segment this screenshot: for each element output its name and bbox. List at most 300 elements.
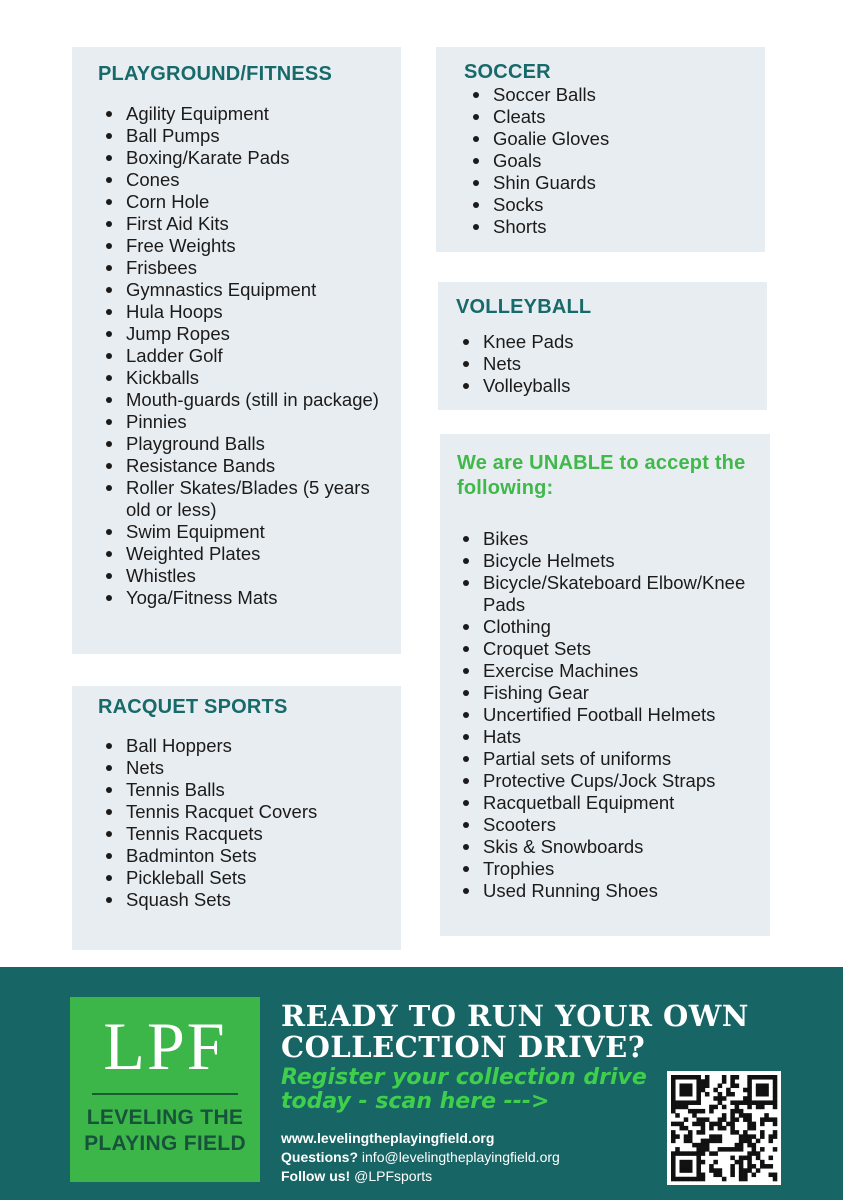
qr-module: [756, 1100, 761, 1105]
qr-module: [752, 1164, 757, 1169]
qr-module: [675, 1147, 680, 1152]
qr-module: [696, 1122, 701, 1127]
qr-module: [730, 1083, 735, 1088]
list-item: [483, 638, 753, 660]
list-item: [483, 660, 753, 682]
qr-module: [713, 1173, 718, 1178]
racquet-sports-panel: [72, 686, 401, 950]
qr-module: [701, 1173, 706, 1178]
qr-module: [671, 1164, 676, 1169]
racquet-sports-list: [98, 735, 401, 911]
list-item-label: Ball Pumps: [126, 125, 220, 146]
bullet-icon: [106, 375, 112, 381]
bullet-icon: [106, 419, 112, 425]
qr-module: [726, 1088, 731, 1093]
qr-module: [671, 1134, 676, 1139]
qr-module: [773, 1092, 778, 1097]
qr-module: [684, 1177, 689, 1182]
qr-module: [709, 1151, 714, 1156]
list-item: [483, 375, 767, 397]
qr-module: [747, 1117, 752, 1122]
bullet-icon: [106, 287, 112, 293]
qr-module: [696, 1075, 701, 1080]
qr-module: [747, 1113, 752, 1118]
qr-module: [739, 1100, 744, 1105]
qr-module: [743, 1173, 748, 1178]
list-item-label: Bicycle/Skateboard Elbow/Knee Pads: [483, 572, 746, 615]
list-item-label: Ball Hoppers: [126, 735, 232, 756]
list-item-label: Partial sets of uniforms: [483, 748, 672, 769]
qr-module: [713, 1168, 718, 1173]
qr-module: [756, 1151, 761, 1156]
qr-module: [730, 1164, 735, 1169]
qr-module: [692, 1100, 697, 1105]
qr-module: [671, 1079, 676, 1084]
qr-module: [718, 1168, 723, 1173]
qr-module: [722, 1096, 727, 1101]
qr-module: [701, 1147, 706, 1152]
qr-module: [718, 1173, 723, 1178]
qr-module: [696, 1088, 701, 1093]
qr-module: [760, 1083, 765, 1088]
bullet-icon: [106, 831, 112, 837]
logo-divider: [92, 1093, 238, 1095]
qr-module: [769, 1117, 774, 1122]
register-cta: [281, 1066, 671, 1114]
bullet-icon: [463, 888, 469, 894]
bullet-icon: [106, 309, 112, 315]
list-item-label: Nets: [483, 353, 522, 374]
qr-module: [730, 1126, 735, 1131]
qr-module: [760, 1088, 765, 1093]
list-item-label: Volleyballs: [483, 375, 571, 396]
qr-module: [769, 1139, 774, 1144]
list-item: [493, 172, 765, 194]
qr-module: [743, 1156, 748, 1161]
qr-module: [773, 1173, 778, 1178]
list-item: [483, 353, 767, 375]
list-item-label: Uncertified Football Helmets: [483, 704, 716, 725]
qr-module: [747, 1105, 752, 1110]
qr-module: [764, 1117, 769, 1122]
qr-module: [705, 1147, 710, 1152]
qr-module: [696, 1130, 701, 1135]
qr-module: [760, 1100, 765, 1105]
qr-module: [701, 1160, 706, 1165]
bullet-icon: [106, 111, 112, 117]
qr-module: [739, 1147, 744, 1152]
qr-module: [773, 1100, 778, 1105]
list-item-label: Agility Equipment: [126, 103, 269, 124]
headline-line2: COLLECTION DRIVE?: [281, 1030, 646, 1064]
qr-module: [760, 1160, 765, 1165]
qr-module: [743, 1168, 748, 1173]
qr-module: [760, 1147, 765, 1152]
qr-module: [709, 1126, 714, 1131]
qr-module: [752, 1143, 757, 1148]
qr-module: [713, 1088, 718, 1093]
bullet-icon: [463, 361, 469, 367]
list-item: [126, 735, 401, 757]
qr-module: [671, 1130, 676, 1135]
list-item-label: Corn Hole: [126, 191, 210, 212]
list-item: [483, 704, 753, 726]
qr-module: [696, 1117, 701, 1122]
list-item-label: Used Running Shoes: [483, 880, 658, 901]
email-link[interactable]: info@levelingtheplayingfield.org: [361, 1149, 560, 1165]
qr-module: [701, 1143, 706, 1148]
list-item-label: Cones: [126, 169, 180, 190]
qr-module: [760, 1164, 765, 1169]
playground-fitness-heading: PLAYGROUND/FITNESS: [98, 63, 333, 85]
volleyball-list: [456, 331, 767, 397]
bullet-icon: [106, 221, 112, 227]
list-item: [126, 845, 401, 867]
bullet-icon: [463, 646, 469, 652]
list-item: [483, 616, 753, 638]
logo-lpf-text: LPF: [103, 1008, 227, 1084]
qr-module: [735, 1117, 740, 1122]
list-item: [483, 726, 753, 748]
qr-module: [773, 1096, 778, 1101]
list-item: [483, 858, 753, 880]
qr-module: [730, 1130, 735, 1135]
qr-module: [679, 1164, 684, 1169]
bullet-icon: [463, 844, 469, 850]
list-item-label: Goals: [493, 150, 542, 171]
list-item-label: Yoga/Fitness Mats: [126, 587, 278, 608]
list-item-label: Exercise Machines: [483, 660, 639, 681]
qr-module: [709, 1139, 714, 1144]
qr-module: [764, 1113, 769, 1118]
qr-module: [688, 1109, 693, 1114]
qr-module: [684, 1160, 689, 1165]
qr-module: [743, 1113, 748, 1118]
list-item: [493, 194, 765, 216]
qr-module: [752, 1173, 757, 1178]
volleyball-panel: [438, 282, 767, 410]
list-item-label: Tennis Racquets: [126, 823, 263, 844]
qr-module: [696, 1173, 701, 1178]
qr-module: [747, 1160, 752, 1165]
list-item-label: Playground Balls: [126, 433, 265, 454]
soccer-panel: [436, 47, 765, 252]
bullet-icon: [106, 787, 112, 793]
qr-module: [747, 1151, 752, 1156]
qr-module: [718, 1083, 723, 1088]
list-item-label: Weighted Plates: [126, 543, 261, 564]
list-item-label: Free Weights: [126, 235, 236, 256]
list-item-label: Protective Cups/Jock Straps: [483, 770, 716, 791]
list-item-label: Hula Hoops: [126, 301, 223, 322]
qr-module: [747, 1139, 752, 1144]
qr-module: [735, 1083, 740, 1088]
qr-module: [713, 1122, 718, 1127]
qr-module: [701, 1083, 706, 1088]
qr-module: [756, 1083, 761, 1088]
qr-module: [696, 1164, 701, 1169]
qr-module: [760, 1105, 765, 1110]
list-item-label: Jump Ropes: [126, 323, 230, 344]
qr-module: [671, 1100, 676, 1105]
qr-module: [760, 1092, 765, 1097]
qr-module: [739, 1109, 744, 1114]
bullet-icon: [106, 529, 112, 535]
qr-module: [696, 1177, 701, 1182]
qr-module: [713, 1139, 718, 1144]
qr-module: [696, 1079, 701, 1084]
qr-module: [671, 1075, 676, 1080]
qr-module: [709, 1105, 714, 1110]
list-item: [126, 587, 396, 609]
list-item: [126, 543, 396, 565]
bullet-icon: [106, 133, 112, 139]
qr-module: [760, 1134, 765, 1139]
qr-module: [684, 1168, 689, 1173]
qr-module: [696, 1092, 701, 1097]
bullet-icon: [106, 595, 112, 601]
bullet-icon: [473, 136, 479, 142]
list-item-label: Croquet Sets: [483, 638, 591, 659]
qr-module: [705, 1079, 710, 1084]
list-item: [483, 572, 753, 616]
qr-module: [696, 1151, 701, 1156]
qr-module: [752, 1100, 757, 1105]
list-item: [126, 757, 401, 779]
qr-module: [671, 1088, 676, 1093]
cta-line2: today - scan here --->: [281, 1089, 550, 1114]
qr-module: [709, 1168, 714, 1173]
qr-module: [692, 1075, 697, 1080]
qr-module: [671, 1173, 676, 1178]
bullet-icon: [106, 243, 112, 249]
qr-module: [684, 1117, 689, 1122]
website-link[interactable]: www.levelingtheplayingfield.org: [281, 1130, 495, 1146]
qr-module: [671, 1151, 676, 1156]
qr-module: [671, 1092, 676, 1097]
qr-module: [679, 1122, 684, 1127]
list-item: [126, 279, 396, 301]
qr-module: [730, 1079, 735, 1084]
qr-module: [722, 1126, 727, 1131]
logo-tagline-line2: PLAYING FIELD: [84, 1132, 246, 1155]
list-item-label: Clothing: [483, 616, 551, 637]
list-item: [126, 103, 396, 125]
qr-module: [735, 1160, 740, 1165]
qr-module: [679, 1177, 684, 1182]
qr-module: [709, 1109, 714, 1114]
qr-module: [739, 1164, 744, 1169]
qr-module: [718, 1147, 723, 1152]
qr-module: [705, 1083, 710, 1088]
soccer-list: [464, 84, 765, 238]
qr-module: [696, 1100, 701, 1105]
list-item: [126, 823, 401, 845]
qr-module: [696, 1096, 701, 1101]
qr-module: [747, 1079, 752, 1084]
qr-module: [701, 1151, 706, 1156]
qr-module: [769, 1100, 774, 1105]
list-item: [126, 477, 396, 521]
qr-module: [760, 1130, 765, 1135]
bullet-icon: [463, 339, 469, 345]
qr-module: [752, 1126, 757, 1131]
qr-module: [675, 1105, 680, 1110]
qr-module: [679, 1083, 684, 1088]
qr-module: [688, 1139, 693, 1144]
qr-module: [743, 1139, 748, 1144]
qr-module: [718, 1092, 723, 1097]
list-item: [483, 880, 753, 902]
qr-module: [735, 1105, 740, 1110]
qr-module: [730, 1122, 735, 1127]
bullet-icon: [463, 734, 469, 740]
list-item: [126, 301, 396, 323]
qr-module: [730, 1075, 735, 1080]
qr-module: [701, 1126, 706, 1131]
list-item-label: Resistance Bands: [126, 455, 276, 476]
list-item: [483, 331, 767, 353]
social-handle-link[interactable]: @LPFsports: [354, 1168, 433, 1184]
list-item: [493, 150, 765, 172]
list-item: [126, 801, 401, 823]
qr-module: [756, 1075, 761, 1080]
qr-module: [769, 1164, 774, 1169]
qr-module: [701, 1088, 706, 1093]
qr-module: [735, 1075, 740, 1080]
list-item: [493, 84, 765, 106]
bullet-icon: [463, 624, 469, 630]
cta-line1: Register your collection drive: [281, 1065, 647, 1090]
list-item: [126, 521, 396, 543]
qr-module: [688, 1083, 693, 1088]
bullet-icon: [463, 800, 469, 806]
qr-module: [769, 1156, 774, 1161]
contact-info: [281, 1129, 661, 1186]
qr-module: [713, 1134, 718, 1139]
qr-module: [701, 1117, 706, 1122]
qr-module: [769, 1134, 774, 1139]
bullet-icon: [106, 441, 112, 447]
qr-module: [773, 1083, 778, 1088]
questions-label: Questions?: [281, 1149, 359, 1165]
qr-module: [675, 1100, 680, 1105]
qr-module: [679, 1160, 684, 1165]
bullet-icon: [473, 224, 479, 230]
list-item: [126, 779, 401, 801]
list-item-label: First Aid Kits: [126, 213, 229, 234]
qr-module: [773, 1075, 778, 1080]
list-item-label: Ladder Golf: [126, 345, 223, 366]
bullet-icon: [106, 353, 112, 359]
list-item-label: Skis & Snowboards: [483, 836, 644, 857]
qr-module: [671, 1083, 676, 1088]
qr-module: [739, 1173, 744, 1178]
bullet-icon: [473, 158, 479, 164]
qr-code-graphic: [667, 1071, 781, 1185]
qr-module: [735, 1143, 740, 1148]
list-item: [483, 836, 753, 858]
qr-module: [726, 1122, 731, 1127]
bullet-icon: [106, 551, 112, 557]
list-item-label: Hats: [483, 726, 522, 747]
qr-module: [773, 1130, 778, 1135]
qr-module: [671, 1168, 676, 1173]
list-item: [126, 367, 396, 389]
list-item: [126, 455, 396, 477]
list-item-label: Bikes: [483, 528, 529, 549]
list-item-label: Nets: [126, 757, 165, 778]
bullet-icon: [106, 177, 112, 183]
qr-module: [747, 1088, 752, 1093]
qr-module: [735, 1109, 740, 1114]
logo-tagline-line1: LEVELING THE: [86, 1106, 244, 1129]
list-item: [493, 216, 765, 238]
list-item: [126, 125, 396, 147]
follow-label: Follow us!: [281, 1168, 351, 1184]
bullet-icon: [106, 331, 112, 337]
qr-module: [764, 1092, 769, 1097]
list-item-label: Boxing/Karate Pads: [126, 147, 290, 168]
playground-fitness-panel: [72, 47, 401, 654]
qr-module: [671, 1122, 676, 1127]
list-item: [126, 867, 401, 889]
list-item-label: Mouth-guards (still in package): [126, 389, 379, 410]
list-item-label: Racquetball Equipment: [483, 792, 675, 813]
bullet-icon: [106, 485, 112, 491]
qr-module: [696, 1168, 701, 1173]
list-item: [126, 323, 396, 345]
qr-code-icon[interactable]: [667, 1071, 781, 1185]
qr-module: [747, 1100, 752, 1105]
playground-fitness-list: [98, 103, 401, 609]
qr-module: [705, 1143, 710, 1148]
bullet-icon: [463, 383, 469, 389]
qr-module: [684, 1083, 689, 1088]
list-item: [126, 191, 396, 213]
qr-module: [688, 1160, 693, 1165]
qr-module: [739, 1160, 744, 1165]
qr-module: [743, 1130, 748, 1135]
list-item: [126, 565, 396, 587]
soccer-heading: SOCCER: [464, 61, 551, 83]
qr-module: [709, 1122, 714, 1127]
qr-module: [679, 1092, 684, 1097]
list-item-label: Kickballs: [126, 367, 199, 388]
qr-module: [743, 1100, 748, 1105]
qr-module: [722, 1079, 727, 1084]
bullet-icon: [106, 199, 112, 205]
qr-module: [718, 1126, 723, 1131]
list-item-label: Pickleball Sets: [126, 867, 247, 888]
bullet-icon: [106, 265, 112, 271]
list-item-label: Fishing Gear: [483, 682, 589, 703]
bullet-icon: [106, 765, 112, 771]
list-item: [126, 235, 396, 257]
qr-module: [730, 1092, 735, 1097]
qr-module: [735, 1130, 740, 1135]
qr-module: [752, 1151, 757, 1156]
bullet-icon: [473, 92, 479, 98]
bullet-icon: [106, 743, 112, 749]
qr-module: [722, 1117, 727, 1122]
list-item: [483, 792, 753, 814]
bullet-icon: [463, 822, 469, 828]
bullet-icon: [463, 690, 469, 696]
list-item-label: Shorts: [493, 216, 547, 237]
qr-module: [747, 1075, 752, 1080]
qr-module: [701, 1122, 706, 1127]
